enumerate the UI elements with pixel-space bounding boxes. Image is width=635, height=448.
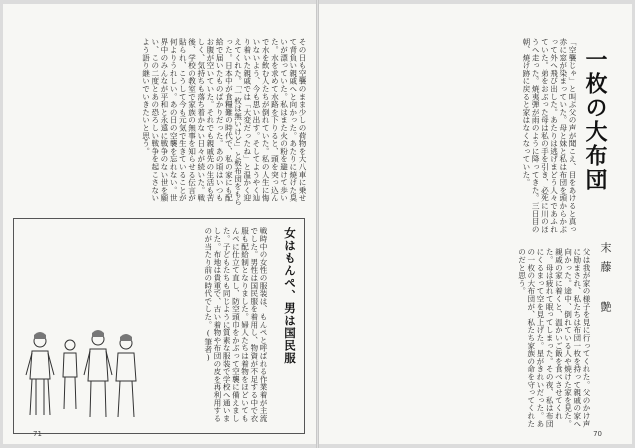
- right-page-body-bottom: 父は我が家の様子を見に行ってくれた。父のかけ声に励まされ、私たちは布団一枚を持って親戚の家へ向かった。途中、倒れている人や焼けた家を見た。親戚の家に着くと、温かいご飯を食べさせてくれた。母は疲れて眠ってしまった。その夜、私は布団にくるまって空を見上げた。星がきれいだった。あの一枚の大布団が、私たち家族の命を守ってくれたのだと思う。: [517, 248, 591, 428]
- right-page-body-top: 「空襲じゃ」と叫ぶ父の声が聞こえ、目をあけると真っ赤に窓が染まっていた。母と妹と私は布団を頭からかぶって外へ飛び出した。あたりは逃げまどう人々であふれていた。弟をおぶった母は私の手を引き、必死に川のほうへ走った。焼夷弾が雨のように降ってきた。三日目の朝、焼け跡に戻ると家はなくなっていた。: [521, 38, 577, 233]
- left-page-number: 71: [33, 430, 42, 438]
- left-page: [3, 4, 316, 444]
- right-page: [319, 4, 632, 444]
- sidebar-box-body: 戦時中の女性の服装は、もんぺと呼ばれる作業着が主流でした。男性は国民服を着用し、物資が不足する中で衣服も配給制となりました。婦人たちは着物をほどいてもんぺに仕立て直し、防空頭巾をかぶって空襲に備えました。子どもたちも同じように質素な服装で学校へ通いました。布地は貴重で、古い着物や布団の皮を再利用するのが当たり前の時代でした。(筆者): [203, 227, 268, 422]
- story-author: 末藤 艶: [599, 242, 612, 320]
- right-page-number: 70: [593, 430, 602, 438]
- wartime-clothing-illustration: [22, 319, 142, 427]
- sidebar-box: [13, 218, 305, 434]
- sidebar-box-title: 女はもんぺ、男は国民服: [283, 227, 297, 365]
- story-title: 一枚の大布団: [582, 48, 608, 192]
- left-page-body: その日も空襲のまま少しの荷物を大八車に乗せて背負い親戚へと向かった。あたりに焼けた臭いが漂っていた。私はまた火の粉を避けて歩いた。水を求めて水路を下りると、頭を突っ込んで水を飲む人たちが倒れていた。私の人生に悔いないよう、今も思い出す。そしてようやく辿り着いた親戚では「大変だったね」と温かく迎えてくれた。「一枚は無いけど」と板布団をもらった。日本中が食糧難の時代で、私の家にも配給で届いたものばかりだった。あの頃はいつもお腹が空いていた。それでも親戚先の生活も苦しく、気持ちも落ち着かない日々が続いた。戦後、学校の教室で家族の無事を知らせる伝言が貼られ、こうして今も元気で生きていることが何よりうれしい。あの日の空襲を忘れない。世界中のみんなが平和と永遠に戦争のない世を願い、この二度とあの恐ろしい戦争を起こさないよう語り継いでいきたいと思う。: [141, 38, 307, 206]
